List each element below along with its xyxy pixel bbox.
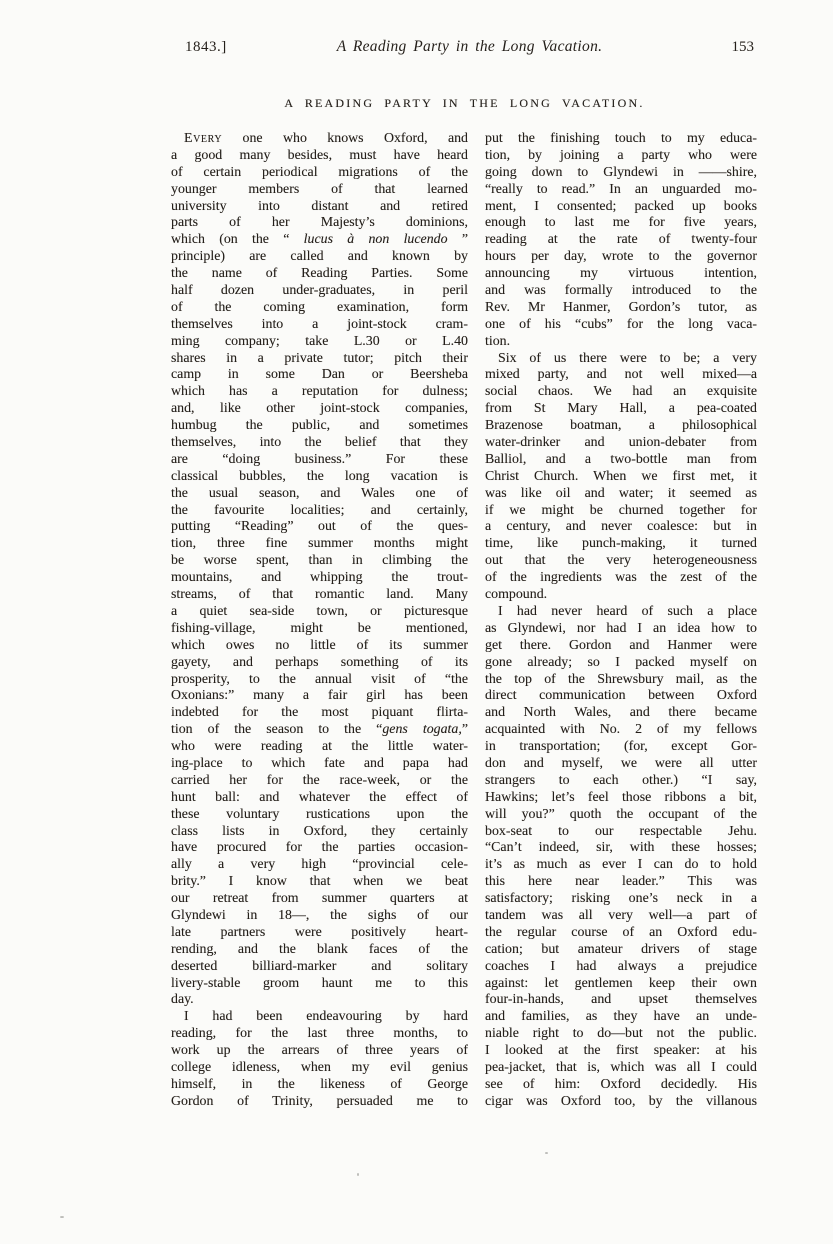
- text-line: who were reading at the little water-: [171, 739, 468, 755]
- text-line: Glyndewi in 18—, the sighs of our: [171, 907, 468, 923]
- text-line: ing-place to which fate and papa had: [171, 755, 468, 771]
- text-line: I looked at the first speaker: at his: [485, 1043, 757, 1059]
- text-line: Six of us there were to be; a very: [498, 350, 757, 366]
- text-line: tion.: [485, 333, 511, 349]
- text-line: prosperity, to the annual visit of “the: [171, 671, 468, 687]
- text-line: indebted for the most piquant flirta-: [171, 705, 468, 721]
- text-line: tion, three fine summer months might: [171, 536, 468, 552]
- text-line: the usual season, and Wales one of: [171, 485, 468, 501]
- text-line: shares in a private tutor; pitch their: [171, 350, 468, 366]
- text-line: a quiet sea-side town, or picturesque: [171, 603, 468, 619]
- text-line: which has a reputation for dulness;: [171, 384, 468, 400]
- text-line: one of his “cubs” for the long vaca-: [485, 316, 757, 332]
- text-line: are “doing business.” For these: [171, 451, 468, 467]
- scan-speck: [357, 1173, 359, 1176]
- text-line: rending, and the blank faces of the: [171, 941, 468, 957]
- text-line: have procured for the parties occasion-: [171, 840, 468, 856]
- text-line: the top of the Shrewsbury mail, as the: [485, 671, 757, 687]
- text-line: work up the arrears of three years of: [171, 1043, 468, 1059]
- text-line: streams, of that romantic land. Many: [171, 587, 468, 603]
- running-title: A Reading Party in the Long Vacation.: [336, 38, 603, 55]
- text-line: which owes no little of its summer: [171, 637, 468, 653]
- text-line: and families, as they have an unde-: [485, 1009, 757, 1025]
- page-header: [171, 38, 758, 56]
- text-columns: [171, 131, 757, 1111]
- text-line: gone already; so I packed myself on: [485, 654, 757, 670]
- text-line: Brazenose boatman, a philosophical: [485, 418, 757, 434]
- text-line: cation; but amateur drivers of stage: [485, 941, 757, 957]
- text-line: this here near leader.” This was: [485, 874, 757, 890]
- text-line: himself, in the likeness of George: [171, 1076, 468, 1092]
- text-line: tion, by joining a party who were: [485, 147, 757, 163]
- text-line: Hawkins; let’s feel those ribbons a bit,: [485, 789, 757, 805]
- text-line: out that the very heterogeneousness: [485, 553, 757, 569]
- text-line: ally a very high “provincial cele-: [171, 857, 468, 873]
- text-line: brity.” I know that when we beat: [171, 874, 468, 890]
- text-line: class lists in Oxford, they certainly: [171, 823, 468, 839]
- text-line: putting “Reading” out of the ques-: [171, 519, 468, 535]
- text-line: the favourite localities; and certainly,: [171, 502, 468, 518]
- text-line: get there. Gordon and Hanmer were: [485, 637, 757, 653]
- text-line: will you?” quoth the occupant of the: [485, 806, 757, 822]
- text-line: our retreat from summer quarters at: [171, 891, 468, 907]
- text-line: announcing my virtuous intention,: [485, 266, 757, 282]
- text-line: as Glyndewi, nor had I an idea how to: [485, 620, 757, 636]
- text-line: social chaos. We had an exquisite: [485, 384, 757, 400]
- text-line: gayety, and perhaps something of its: [171, 654, 468, 670]
- text-line: younger members of that learned: [171, 181, 468, 197]
- text-line: half dozen under-graduates, in peril: [171, 283, 468, 299]
- text-line: I had been endeavouring by hard: [184, 1009, 468, 1025]
- article-title: A READING PARTY IN THE LONG VACATION.: [284, 96, 645, 110]
- text-line: Gordon of Trinity, persuaded me to: [171, 1093, 468, 1109]
- text-line: Oxonians:” many a fair girl has been: [171, 688, 468, 704]
- text-line: was like oil and water; it seemed as: [485, 485, 757, 501]
- text-line: satisfactory; risking one’s neck in a: [485, 891, 757, 907]
- text-line: box-seat to our respectable Jehu.: [485, 823, 757, 839]
- left-column: [171, 131, 468, 1111]
- right-column: [485, 131, 757, 1111]
- text-line: be worse spent, than in climbing the: [171, 553, 468, 569]
- text-line: coaches I had always a prejudice: [485, 958, 757, 974]
- text-line: of the coming examination, form: [171, 299, 468, 315]
- small-caps-lead: Every: [184, 131, 223, 146]
- text-line: college idleness, when my evil genius: [171, 1059, 468, 1075]
- text-line: time, like punch-making, it turned: [485, 536, 757, 552]
- text-line: which (on the “ lucus à non lucendo ”: [171, 232, 468, 248]
- text-line: and, like other joint-stock companies,: [171, 401, 468, 417]
- header-date: 1843.]: [185, 39, 227, 55]
- text-line: hunt ball: and whatever the effect of: [171, 789, 468, 805]
- text-line: “Can’t indeed, sir, with these hosses;: [485, 840, 757, 856]
- text-line: late partners were positively heart-: [171, 924, 468, 940]
- scan-speck: [545, 1152, 548, 1154]
- text-line: and was formally introduced to the: [485, 283, 757, 299]
- text-line: Balliol, and a two-bottle man from: [485, 451, 757, 467]
- text-line: principle) are called and known by: [171, 249, 468, 265]
- text-line: Christ Church. When we first met, it: [485, 468, 757, 484]
- page-number: 153: [731, 39, 754, 55]
- text-line: compound.: [485, 587, 548, 603]
- text-line: “really to read.” In an unguarded mo-: [485, 181, 757, 197]
- text-line: don and myself, we were all utter: [485, 755, 757, 771]
- text-line: mixed party, and not well mixed—a: [485, 367, 757, 383]
- text-line: of certain periodical migrations of the: [171, 164, 468, 180]
- text-line: ment, I consented; packed up books: [485, 198, 757, 214]
- text-line: in transportation; (for, except Gor-: [485, 739, 757, 755]
- text-line: going down to Glyndewi in ——shire,: [485, 164, 757, 180]
- text-line: pea-jacket, that is, which was all I could: [485, 1059, 757, 1075]
- text-line: four-in-hands, and upset themselves: [485, 992, 757, 1008]
- text-line: cigar was Oxford too, by the villanous: [485, 1093, 757, 1109]
- text-line: of the ingredients was the zest of the: [485, 570, 757, 586]
- text-line: camp in some Dan or Beersheba: [171, 367, 468, 383]
- text-line: see of him: Oxford decidedly. His: [485, 1076, 757, 1092]
- text-line: carried her for the race-week, or the: [171, 772, 468, 788]
- text-line: university into distant and retired: [171, 198, 468, 214]
- text-line: classical bubbles, the long vacation is: [171, 468, 468, 484]
- text-line: the name of Reading Parties. Some: [171, 266, 468, 282]
- text-line: mountains, and whipping the trout-: [171, 570, 468, 586]
- text-line: niable right to do—but not the public.: [485, 1026, 757, 1042]
- text-line: water-drinker and union-debater from: [485, 435, 757, 451]
- text-line: fishing-village, might be mentioned,: [171, 620, 468, 636]
- text-line: themselves into a joint-stock cram-: [171, 316, 468, 332]
- text-line: hours per day, wrote to the governor: [485, 249, 757, 265]
- text-line: against: let gentlemen keep their own: [485, 975, 757, 991]
- text-line: enough to last me for five years,: [485, 215, 757, 231]
- text-line: and North Wales, and there became: [485, 705, 757, 721]
- text-line: day.: [171, 992, 194, 1008]
- text-line: strangers to each other.) “I say,: [485, 772, 757, 788]
- text-line: direct communication between Oxford: [485, 688, 757, 704]
- text-line: livery-stable groom haunt me to this: [171, 975, 468, 991]
- text-line: reading, for the last three months, to: [171, 1026, 468, 1042]
- scan-speck: [60, 1216, 64, 1218]
- text-line: a good many besides, must have heard: [171, 147, 468, 163]
- text-line: it’s as much as ever I can do to hold: [485, 857, 757, 873]
- text-line: parts of her Majesty’s dominions,: [171, 215, 468, 231]
- text-line: put the finishing touch to my educa-: [485, 131, 757, 146]
- text-line: themselves, into the belief that they: [171, 435, 468, 451]
- text-line: tandem was all very well—a part of: [485, 907, 757, 923]
- text-line: acquainted with No. 2 of my fellows: [485, 722, 757, 738]
- text-line: Every one who knows Oxford, and: [184, 131, 468, 146]
- text-line: ming company; take L.30 or L.40: [171, 333, 468, 349]
- text-line: deserted billiard-marker and solitary: [171, 958, 468, 974]
- text-line: the regular course of an Oxford edu-: [485, 924, 757, 940]
- text-line: humbug the public, and sometimes: [171, 418, 468, 434]
- text-line: from St Mary Hall, a pea-coated: [485, 401, 757, 417]
- text-line: these voluntary rustications upon the: [171, 806, 468, 822]
- text-line: a century, and never coalesce: but in: [485, 519, 757, 535]
- text-line: if we might be churned together for: [485, 502, 757, 518]
- text-line: tion of the season to the “gens togata,”: [171, 722, 468, 738]
- text-line: Rev. Mr Hanmer, Gordon’s tutor, as: [485, 299, 757, 315]
- text-line: reading at the rate of twenty-four: [485, 232, 757, 248]
- text-line: I had never heard of such a place: [498, 603, 757, 619]
